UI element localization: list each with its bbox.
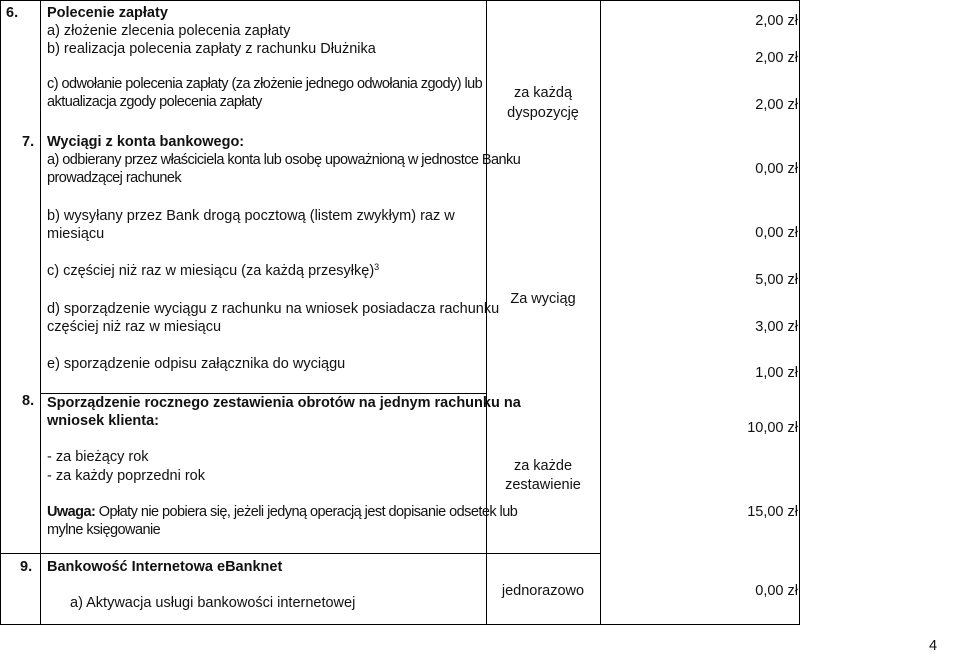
section-6-amount-a: 2,00 zł (755, 13, 798, 29)
section-7-item-d-line1: d) sporządzenie wyciągu z rachunku na wniosek posiadacza rachunku (47, 301, 500, 317)
section-7-item-d-line2: częściej niż raz w miesiącu (47, 319, 222, 335)
section-7-title: Wyciągi z konta bankowego: (47, 134, 245, 150)
section-6-item-b: b) realizacja polecenia zapłaty z rachunku Dłużnika (47, 41, 376, 57)
section-8-note-label: Uwaga: (47, 504, 96, 520)
page-number: 4 (929, 638, 938, 654)
section-8-note-text: Opłaty nie pobiera się, jeżeli jedyną operacją jest dopisanie odsetek lub (95, 504, 518, 520)
section-8-number: 8. (22, 393, 35, 409)
section-6-title: Polecenie zapłaty (47, 5, 168, 21)
section-8-amount-current: 10,00 zł (747, 420, 798, 436)
section-7-item-c-text: c) częściej niż raz w miesiącu (za każdą przesyłkę) (47, 263, 375, 279)
section-6-unit-line1: za każdą (513, 85, 573, 101)
section-9-unit: jednorazowo (501, 583, 585, 599)
section-7-amount-a: 0,00 zł (755, 161, 798, 177)
section-8-note-line2: mylne księgowanie (47, 522, 161, 538)
section-6-item-c-line2: aktualizacja zgody polecenia zapłaty (47, 94, 262, 110)
section-6-amount-c: 2,00 zł (755, 97, 798, 113)
section-8-item-current-year: - za bieżący rok (47, 449, 149, 465)
section-7-number: 7. (22, 134, 35, 150)
section-7-item-e: e) sporządzenie odpisu załącznika do wyciągu (47, 356, 346, 372)
section-7-amount-c: 5,00 zł (755, 272, 798, 288)
section-8-unit-line2: zestawienie (505, 477, 581, 493)
section-7-amount-b: 0,00 zł (755, 225, 798, 241)
section-7-amount-e: 1,00 zł (755, 365, 798, 381)
section-8-unit-line1: za każde (513, 458, 573, 474)
section-7-amount-d: 3,00 zł (755, 319, 798, 335)
table-top-border (0, 0, 800, 1)
section-9-item-a: a) Aktywacja usługi bankowości internetowej (70, 595, 356, 611)
section-9-number: 9. (20, 559, 33, 575)
right-border (799, 0, 800, 625)
section-8-amount-previous: 15,00 zł (747, 504, 798, 520)
section-7-item-c (47, 262, 379, 281)
section-7-item-b-line2: miesiącu (47, 226, 105, 242)
section-7-item-a-line1: a) odbierany przez właściciela konta lub osobę upoważnioną w jednostce Banku (47, 152, 521, 168)
section-9-amount: 0,00 zł (755, 583, 798, 599)
footnote-marker: 3 (374, 262, 380, 272)
section-6-amount-b: 2,00 zł (755, 50, 798, 66)
section-9-title: Bankowość Internetowa eBanknet (47, 559, 283, 575)
section-6-item-a: a) złożenie zlecenia polecenia zapłaty (47, 23, 291, 39)
col-divider-unit (600, 0, 601, 625)
table-bottom-border (0, 624, 800, 625)
left-border (0, 0, 1, 625)
section-8-item-previous-year: - za każdy poprzedni rok (47, 468, 205, 484)
section-6-number: 6. (6, 5, 19, 21)
section-6-unit-line2: dyspozycję (507, 105, 579, 121)
section-7-item-a-line2: prowadzącej rachunek (47, 170, 182, 186)
section-8-note-line1 (47, 503, 517, 522)
section-8-title-line1: Sporządzenie rocznego zestawienia obrotów na jednym rachunku na (47, 395, 521, 411)
section-7-unit: Za wyciąg (510, 291, 576, 307)
section-6-item-c-line1: c) odwołanie polecenia zapłaty (za złożenie jednego odwołania zgody) lub (47, 76, 483, 92)
section-7-item-b-line1: b) wysyłany przez Bank drogą pocztową (listem zwykłym) raz w (47, 208, 455, 224)
col-divider-number (40, 0, 41, 625)
row-divider-8-9 (0, 553, 600, 554)
section-8-title-line2: wniosek klienta: (47, 413, 160, 429)
